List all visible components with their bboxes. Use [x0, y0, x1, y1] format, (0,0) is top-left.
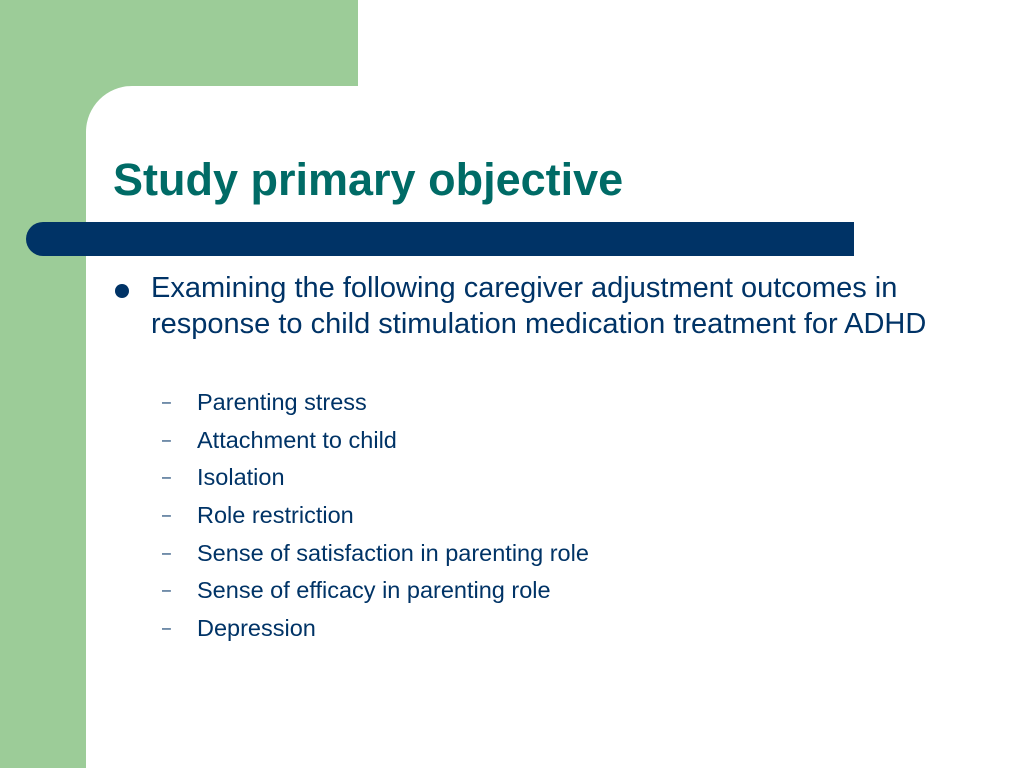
bullet-dot-icon [115, 284, 129, 298]
sub-bullet-text: Parenting stress [197, 389, 367, 415]
dash-icon: – [162, 620, 171, 638]
sub-bullet-text: Depression [197, 615, 316, 642]
sub-bullet-text: Sense of satisfaction in parenting role [197, 539, 589, 566]
dash-icon: – [162, 394, 171, 411]
dash-icon: – [162, 431, 171, 449]
dash-icon: – [162, 469, 171, 487]
sub-bullet-text: Sense of efficacy in parenting role [197, 577, 551, 604]
sub-bullet-text: Attachment to child [197, 426, 397, 453]
slide-title: Study primary objective [113, 154, 624, 205]
main-bullet-text: Examining the following caregiver adjustment outcomes in response to child stimulation medication treatment for ADHD [151, 272, 927, 340]
dash-icon: – [162, 544, 171, 562]
sub-bullet-text: Role restriction [197, 502, 354, 529]
dash-icon: – [162, 507, 171, 525]
title-underline-bar [26, 222, 854, 256]
sub-bullet-text: Isolation [197, 464, 285, 491]
dash-icon: – [162, 582, 171, 600]
